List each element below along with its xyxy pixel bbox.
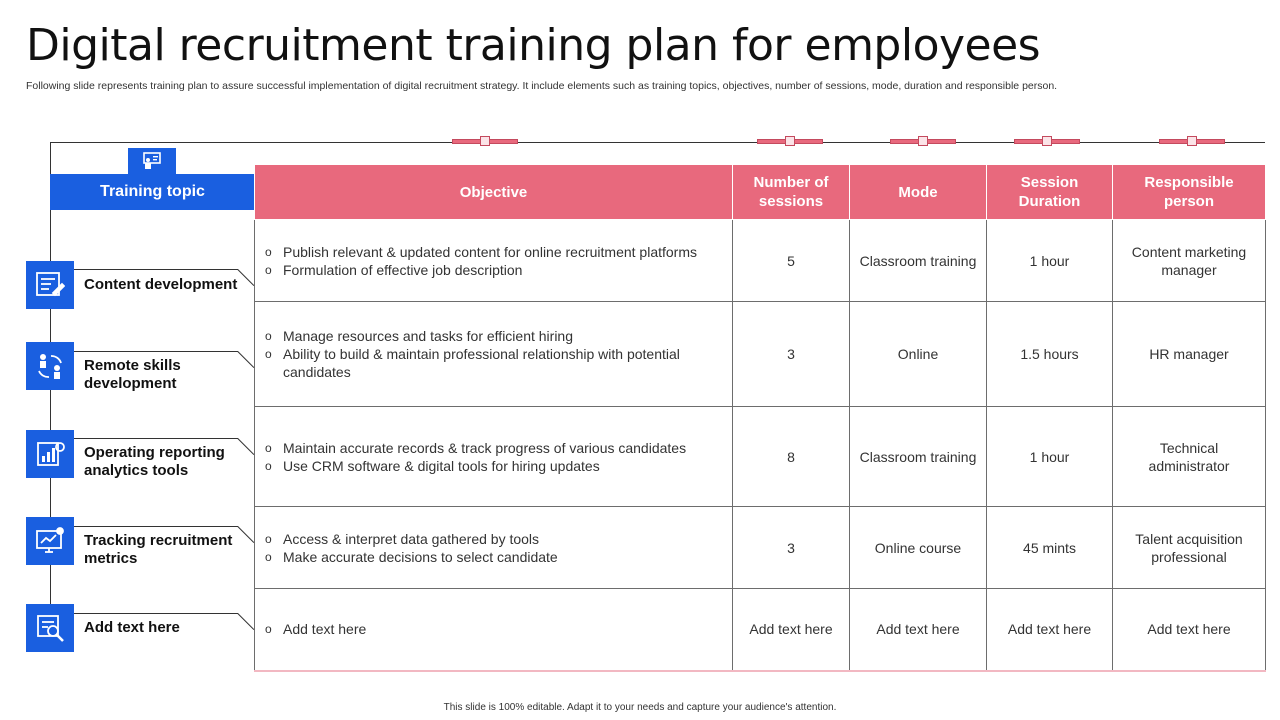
topic-label: Remote skills development [84,357,181,392]
mode-cell: Classroom training [850,407,987,507]
objective-item: o Use CRM software & digital tools for hiring updates [265,457,724,475]
mode-cell: Online course [850,507,987,589]
objective-cell [255,302,733,407]
objective-item: o Make accurate decisions to select candidate [265,548,724,566]
duration-cell: 1.5 hours [987,302,1113,407]
sessions-cell: Add text here [733,589,850,671]
objective-cell [255,220,733,302]
column-marker [757,139,823,144]
column-marker [1014,139,1080,144]
topic-label: Content development [84,276,238,293]
timeline-top-line [50,142,1265,143]
topic-connector [74,526,238,527]
document-edit-icon [26,261,74,309]
duration-cell: 45 mints [987,507,1113,589]
column-header-mode: Mode [850,165,987,220]
metrics-screen-icon [26,517,74,565]
mode-cell: Add text here [850,589,987,671]
topic-label: Tracking recruitment metrics [84,532,233,567]
objective-item: o Manage resources and tasks for efficient hiring [265,327,724,345]
table-row [255,407,1266,507]
objective-cell [255,407,733,507]
sessions-cell: 8 [733,407,850,507]
column-marker [1159,139,1225,144]
duration-cell: Add text here [987,589,1113,671]
column-header-sessions: Number of sessions [733,165,850,220]
training-topic-header: Training topic [50,174,255,210]
table-row [255,507,1266,589]
topic-connector [74,269,238,270]
duration-cell: 1 hour [987,407,1113,507]
objective-cell [255,507,733,589]
column-marker [890,139,956,144]
table-row [255,220,1266,302]
responsible-cell: Technical administrator [1113,407,1266,507]
responsible-cell: Add text here [1113,589,1266,671]
objective-item: o Add text here [265,620,724,638]
duration-cell: 1 hour [987,220,1113,302]
mode-cell: Online [850,302,987,407]
topic-label: Operating reporting analytics tools [84,444,225,479]
objective-item: o Formulation of effective job description [265,261,724,279]
analytics-report-icon [26,430,74,478]
topic-label: Add text here [84,619,180,636]
objective-cell [255,589,733,671]
table-row [255,302,1266,407]
responsible-cell: Talent acquisition professional [1113,507,1266,589]
topic-connector [74,351,238,352]
remote-people-icon [26,342,74,390]
page-title: Digital recruitment training plan for employees [26,20,1041,71]
responsible-cell: Content marketing manager [1113,220,1266,302]
training-plan-table [254,164,1266,672]
sessions-cell: 3 [733,302,850,407]
column-marker [452,139,518,144]
footer-note: This slide is 100% editable. Adapt it to your needs and capture your audience's attention. [443,702,837,713]
sessions-cell: 5 [733,220,850,302]
objective-item: o Publish relevant & updated content for online recruitment platforms [265,243,724,261]
topic-connector [237,438,254,455]
table-row [255,589,1266,671]
page-subtitle: Following slide represents training plan to assure successful implementation of digital recruitment strategy. It include elements such as training topics, objectives, number of sessions, mode, duration and responsible person. [26,80,1058,92]
column-header-duration: Session Duration [987,165,1113,220]
objective-item: o Ability to build & maintain professional relationship with potential candidates [265,345,724,381]
objective-item: o Access & interpret data gathered by tools [265,530,724,548]
column-header-objective: Objective [255,165,733,220]
column-header-responsible: Responsible person [1113,165,1266,220]
topic-connector [74,438,238,439]
sessions-cell: 3 [733,507,850,589]
search-report-icon [26,604,74,652]
mode-cell: Classroom training [850,220,987,302]
presentation-icon [128,148,176,174]
topic-connector [74,613,238,614]
responsible-cell: HR manager [1113,302,1266,407]
objective-item: o Maintain accurate records & track progress of various candidates [265,439,724,457]
